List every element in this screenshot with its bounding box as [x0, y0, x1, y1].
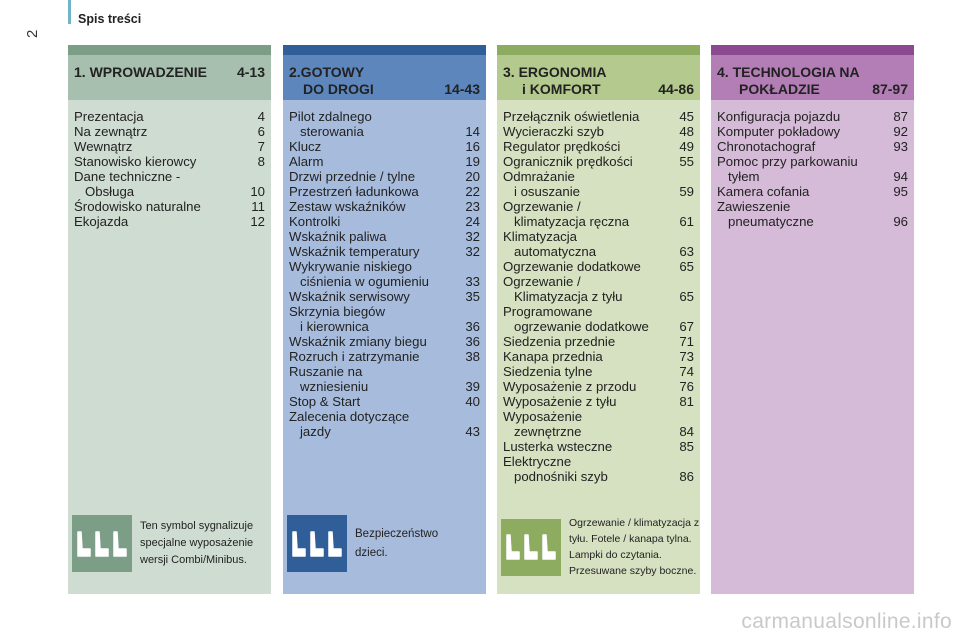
section-header	[283, 55, 486, 100]
toc-entry-line2: jazdy	[300, 424, 331, 439]
toc-entry[interactable]	[74, 139, 265, 154]
toc-entry[interactable]	[503, 379, 694, 394]
toc-entry-line1: Stop & Start	[289, 394, 361, 409]
toc-entry-label	[289, 139, 458, 154]
toc-entry[interactable]	[503, 274, 694, 304]
toc-entry-label	[289, 244, 458, 259]
section-title: 2.GOTOWY	[289, 64, 365, 80]
toc-entry-line1: Komputer pokładowy	[717, 124, 841, 139]
toc-entry-page: 93	[893, 139, 908, 154]
toc-entry-page: 86	[679, 469, 694, 484]
section-header	[711, 55, 914, 100]
toc-entry-line1: Klucz	[289, 139, 322, 154]
toc-entry[interactable]	[289, 394, 480, 409]
toc-entry-page: 74	[679, 364, 694, 379]
section-header	[497, 55, 700, 100]
toc-entry-label	[289, 184, 458, 199]
toc-entry-label	[289, 229, 458, 244]
toc-entry[interactable]	[503, 334, 694, 349]
accent-bar	[68, 0, 71, 24]
toc-entry-line1: Siedzenia tylne	[503, 364, 593, 379]
toc-entry-line1: Wykrywanie niskiego	[289, 259, 413, 274]
toc-entry-line2: Klimatyzacja z tyłu	[514, 289, 623, 304]
toc-entry-line1: Wyposażenie z przodu	[503, 379, 637, 394]
toc-entry-page: 4	[257, 109, 265, 124]
toc-entry-page: 81	[679, 394, 694, 409]
toc-entry-page: 6	[257, 124, 265, 139]
toc-entry-label	[289, 199, 458, 214]
toc-entry-label	[503, 199, 672, 229]
toc-entry-line1: Zestaw wskaźników	[289, 199, 406, 214]
toc-entry-page: 32	[465, 229, 480, 244]
toc-entry-line2: wzniesieniu	[300, 379, 369, 394]
toc-entry[interactable]	[503, 169, 694, 199]
toc-entry[interactable]	[289, 334, 480, 349]
toc-entry-line1: Zawieszenie	[717, 199, 791, 214]
toc-entry-label	[289, 334, 458, 349]
toc-entry-line1: Kamera cofania	[717, 184, 810, 199]
seats-icon-graphic	[75, 529, 129, 559]
toc-entry-line1: Na zewnątrz	[74, 124, 148, 139]
toc-entry-page: 85	[679, 439, 694, 454]
seats-icon	[287, 515, 347, 572]
note-box	[72, 515, 268, 572]
toc-entry-page: 95	[893, 184, 908, 199]
toc-entry-label	[289, 364, 458, 394]
toc-entry[interactable]	[503, 229, 694, 259]
toc-entry-line2: automatyczna	[514, 244, 597, 259]
toc-entry[interactable]	[74, 109, 265, 124]
toc-entry-page: 20	[465, 169, 480, 184]
toc-entry-label	[503, 124, 672, 139]
toc-list	[74, 109, 265, 229]
section-band	[711, 45, 914, 55]
section-title: 4. TECHNOLOGIA NA	[717, 64, 860, 80]
toc-entry-label	[503, 409, 672, 439]
toc-entry-line1: Elektryczne	[503, 454, 572, 469]
toc-entry[interactable]	[717, 199, 908, 229]
section-title-line2: POKŁADZIE	[739, 81, 820, 97]
toc-entry-line1: Ogrzewanie dodatkowe	[503, 259, 641, 274]
toc-entry-line1: Wskaźnik serwisowy	[289, 289, 410, 304]
toc-entry-line1: Ogrzewanie /	[503, 274, 581, 289]
toc-list	[289, 109, 480, 439]
toc-entry-page: 43	[465, 424, 480, 439]
toc-entry-line1: Wyposażenie z tyłu	[503, 394, 617, 409]
section-ready-to-drive	[283, 45, 486, 594]
toc-entry-label	[717, 109, 886, 124]
toc-entry-line1: Wskaźnik temperatury	[289, 244, 420, 259]
toc-entry[interactable]	[503, 364, 694, 379]
toc-entry-page: 36	[465, 319, 480, 334]
toc-entry-label	[289, 289, 458, 304]
toc-entry-label	[503, 379, 672, 394]
toc-entry[interactable]	[503, 259, 694, 274]
toc-entry-page: 19	[465, 154, 480, 169]
toc-entry-label	[289, 109, 458, 139]
toc-entry-line1: Programowane	[503, 304, 593, 319]
toc-entry-label	[503, 139, 672, 154]
toc-entry-page: 8	[257, 154, 265, 169]
toc-entry-line1: Wskaźnik zmiany biegu	[289, 334, 427, 349]
page-number: 2	[24, 29, 41, 38]
toc-entry-label	[289, 409, 458, 439]
toc-entry-page: 16	[465, 139, 480, 154]
toc-entry-line1: Środowisko naturalne	[74, 199, 201, 214]
toc-entry-line2: Obsługa	[85, 184, 135, 199]
toc-entry-line2: i osuszanie	[514, 184, 580, 199]
toc-entry-label	[503, 439, 672, 454]
toc-entry-page: 87	[893, 109, 908, 124]
toc-entry-label	[289, 259, 458, 289]
toc-entry-page: 12	[250, 214, 265, 229]
toc-entry-line1: Wewnątrz	[74, 139, 133, 154]
toc-entry[interactable]	[289, 304, 480, 334]
toc-entry-page: 65	[679, 259, 694, 274]
toc-entry-line1: Kontrolki	[289, 214, 341, 229]
note-box	[501, 515, 701, 579]
seats-icon	[72, 515, 132, 572]
toc-entry-label	[503, 274, 672, 304]
toc-entry-line1: Ogrzewanie /	[503, 199, 581, 214]
toc-entry[interactable]	[289, 109, 480, 139]
toc-entry-line2: klimatyzacja ręczna	[514, 214, 630, 229]
toc-entry-label	[503, 109, 672, 124]
section-title-line2: i KOMFORT	[522, 81, 601, 97]
toc-entry-label	[289, 394, 458, 409]
toc-entry-line1: Skrzynia biegów	[289, 304, 386, 319]
toc-entry-page: 61	[679, 214, 694, 229]
section-band	[68, 45, 271, 55]
toc-entry-line1: Dane techniczne -	[74, 169, 181, 184]
toc-entry-page: 40	[465, 394, 480, 409]
toc-entry-label	[717, 199, 886, 229]
toc-entry-label	[74, 124, 243, 139]
section-band	[283, 45, 486, 55]
toc-entry-page: 38	[465, 349, 480, 364]
toc-entry-line2: pneumatyczne	[728, 214, 814, 229]
toc-entry-page: 92	[893, 124, 908, 139]
toc-entry-page: 24	[465, 214, 480, 229]
toc-entry[interactable]	[503, 139, 694, 154]
toc-entry-line1: Chronotachograf	[717, 139, 816, 154]
toc-entry-label	[717, 154, 886, 184]
toc-entry-line1: Wskaźnik paliwa	[289, 229, 387, 244]
toc-entry-line2: sterowania	[300, 124, 364, 139]
toc-entry-line1: Siedzenia przednie	[503, 334, 616, 349]
toc-entry-line1: Drzwi przednie / tylne	[289, 169, 416, 184]
toc-entry-page: 32	[465, 244, 480, 259]
toc-entry-label	[289, 349, 458, 364]
toc-entry-line2: tyłem	[728, 169, 760, 184]
toc-entry-page: 33	[465, 274, 480, 289]
note-box	[287, 515, 465, 572]
toc-entry-label	[503, 349, 672, 364]
toc-entry[interactable]	[717, 109, 908, 124]
section-title: 3. ERGONOMIA	[503, 64, 607, 80]
toc-entry[interactable]	[717, 139, 908, 154]
toc-entry-line1: Prezentacja	[74, 109, 144, 124]
toc-entry-line1: Wycieraczki szyb	[503, 124, 604, 139]
toc-entry[interactable]	[503, 124, 694, 139]
toc-entry-line1: Ogranicznik prędkości	[503, 154, 633, 169]
toc-entry-line2: i kierownica	[300, 319, 369, 334]
toc-entry-label	[503, 259, 672, 274]
section-introduction	[68, 45, 271, 594]
toc-entry[interactable]	[289, 139, 480, 154]
toc-entry[interactable]	[289, 364, 480, 394]
toc-entry-label	[503, 169, 672, 199]
toc-entry-label	[503, 364, 672, 379]
toc-entry-page: 22	[465, 184, 480, 199]
toc-entry[interactable]	[289, 229, 480, 244]
toc-entry-line1: Odmrażanie	[503, 169, 575, 184]
toc-entry-label	[289, 169, 458, 184]
toc-entry-line1: Regulator prędkości	[503, 139, 621, 154]
toc-entry-line1: Zalecenia dotyczące	[289, 409, 410, 424]
toc-entry[interactable]	[503, 109, 694, 124]
toc-entry-label	[503, 154, 672, 169]
toc-entry-page: 10	[250, 184, 265, 199]
toc-entry-page: 36	[465, 334, 480, 349]
section-pages: 87-97	[872, 81, 908, 97]
toc-entry-line1: Kanapa przednia	[503, 349, 603, 364]
toc-entry-line2: ogrzewanie dodatkowe	[514, 319, 649, 334]
toc-entry-page: 84	[679, 424, 694, 439]
toc-entry-label	[503, 229, 672, 259]
toc-entry-line1: Rozruch i zatrzymanie	[289, 349, 420, 364]
toc-entry-line1: Konfiguracja pojazdu	[717, 109, 841, 124]
toc-entry-page: 76	[679, 379, 694, 394]
toc-entry-page: 96	[893, 214, 908, 229]
seats-icon-graphic	[290, 529, 344, 559]
watermark: carmanualsonline.info	[741, 610, 952, 633]
toc-entry[interactable]	[289, 289, 480, 304]
note-text: Bezpieczeństwo dzieci.	[355, 527, 439, 559]
toc-entry-page: 45	[679, 109, 694, 124]
toc-entry[interactable]	[74, 169, 265, 199]
toc-entry-label	[289, 214, 458, 229]
toc-entry[interactable]	[289, 154, 480, 169]
toc-entry-page: 11	[251, 199, 265, 214]
toc-entry[interactable]	[503, 199, 694, 229]
toc-entry-line1: Klimatyzacja	[503, 229, 578, 244]
toc-entry-page: 23	[465, 199, 480, 214]
toc-entry-label	[503, 334, 672, 349]
toc-entry[interactable]	[289, 184, 480, 199]
section-pages: 4-13	[236, 64, 265, 80]
page-title: Spis treści	[78, 12, 142, 26]
toc-entry-line2: zewnętrzne	[514, 424, 582, 439]
toc-entry-page: 7	[257, 139, 265, 154]
section-technology	[711, 45, 914, 594]
toc-entry-line1: Pomoc przy parkowaniu	[717, 154, 858, 169]
toc-entry[interactable]	[717, 154, 908, 184]
toc-entry-line1: Ruszanie na	[289, 364, 363, 379]
toc-entry[interactable]	[74, 214, 265, 229]
toc-entry[interactable]	[503, 154, 694, 169]
toc-entry-page: 35	[465, 289, 480, 304]
section-title: 1. WPROWADZENIE	[74, 64, 208, 80]
toc-entry-label	[74, 169, 243, 199]
toc-entry-label	[74, 139, 243, 154]
toc-entry-line1: Wyposażenie	[503, 409, 583, 424]
toc-entry-page: 65	[679, 289, 694, 304]
toc-entry-page: 94	[893, 169, 908, 184]
toc-list	[503, 109, 694, 484]
toc-entry-label	[503, 454, 672, 484]
toc-entry-page: 39	[465, 379, 480, 394]
toc-entry[interactable]	[289, 244, 480, 259]
toc-entry[interactable]	[503, 349, 694, 364]
section-body	[68, 100, 271, 594]
toc-entry-label	[717, 124, 886, 139]
toc-entry-label	[74, 199, 243, 214]
toc-entry-label	[74, 109, 243, 124]
toc-entry[interactable]	[503, 409, 694, 439]
toc-entry-page: 73	[679, 349, 694, 364]
toc-entry[interactable]	[289, 169, 480, 184]
toc-entry[interactable]	[289, 259, 480, 289]
toc-entry-page: 49	[679, 139, 694, 154]
toc-entry-line1: Przestrzeń ładunkowa	[289, 184, 419, 199]
toc-entry[interactable]	[717, 184, 908, 199]
toc-entry-line1: Pilot zdalnego	[289, 109, 372, 124]
toc-entry[interactable]	[74, 154, 265, 169]
section-body	[283, 100, 486, 594]
toc-entry-line1: Stanowisko kierowcy	[74, 154, 197, 169]
toc-entry-line1: Lusterka wsteczne	[503, 439, 613, 454]
toc-entry-label	[717, 139, 886, 154]
toc-entry-label	[74, 214, 243, 229]
toc-entry[interactable]	[289, 349, 480, 364]
section-ergonomics	[497, 45, 700, 594]
toc-entry[interactable]	[503, 394, 694, 409]
note-text: Ogrzewanie / klimatyzacja z tyłu. Fotele / kanapa tylna. Lampki do czytania. Przesuwane szyby boczne.	[569, 517, 700, 577]
toc-entry[interactable]	[74, 199, 265, 214]
toc-entry-label	[289, 304, 458, 334]
toc-entry[interactable]	[503, 439, 694, 454]
seats-icon-graphic	[504, 532, 558, 562]
toc-entry-label	[503, 394, 672, 409]
toc-entry-page: 59	[679, 184, 694, 199]
toc-entry[interactable]	[289, 214, 480, 229]
toc-entry-line1: Ekojazda	[74, 214, 129, 229]
toc-entry[interactable]	[717, 124, 908, 139]
toc-entry-line1: Alarm	[289, 154, 324, 169]
toc-entry-page: 48	[679, 124, 694, 139]
toc-entry-page: 55	[679, 154, 694, 169]
toc-entry-page: 63	[679, 244, 694, 259]
toc-entry-line2: ciśnienia w ogumieniu	[300, 274, 430, 289]
section-band	[497, 45, 700, 55]
toc-entry-line2: podnośniki szyb	[514, 469, 608, 484]
toc-entry[interactable]	[289, 199, 480, 214]
toc-entry-page: 67	[679, 319, 694, 334]
toc-entry-label	[74, 154, 243, 169]
section-body	[711, 100, 914, 594]
section-title-line2: DO DROGI	[303, 81, 374, 97]
toc-entry-line1: Przełącznik oświetlenia	[503, 109, 640, 124]
section-pages: 14-43	[444, 81, 480, 97]
section-pages: 44-86	[658, 81, 694, 97]
toc-entry[interactable]	[74, 124, 265, 139]
section-header	[68, 55, 271, 100]
toc-entry-label	[717, 184, 886, 199]
toc-entry-label	[503, 304, 672, 334]
seats-icon	[501, 519, 561, 576]
toc-list	[717, 109, 908, 229]
toc-entry-page: 71	[679, 334, 694, 349]
toc-entry-label	[289, 154, 458, 169]
toc-entry[interactable]	[503, 304, 694, 334]
toc-entry[interactable]	[503, 454, 694, 484]
note-text: Ten symbol sygnalizuje specjalne wyposażenie wersji Combi/Minibus.	[140, 520, 254, 566]
section-body	[497, 100, 700, 594]
toc-entry[interactable]	[289, 409, 480, 439]
toc-entry-page: 14	[465, 124, 480, 139]
